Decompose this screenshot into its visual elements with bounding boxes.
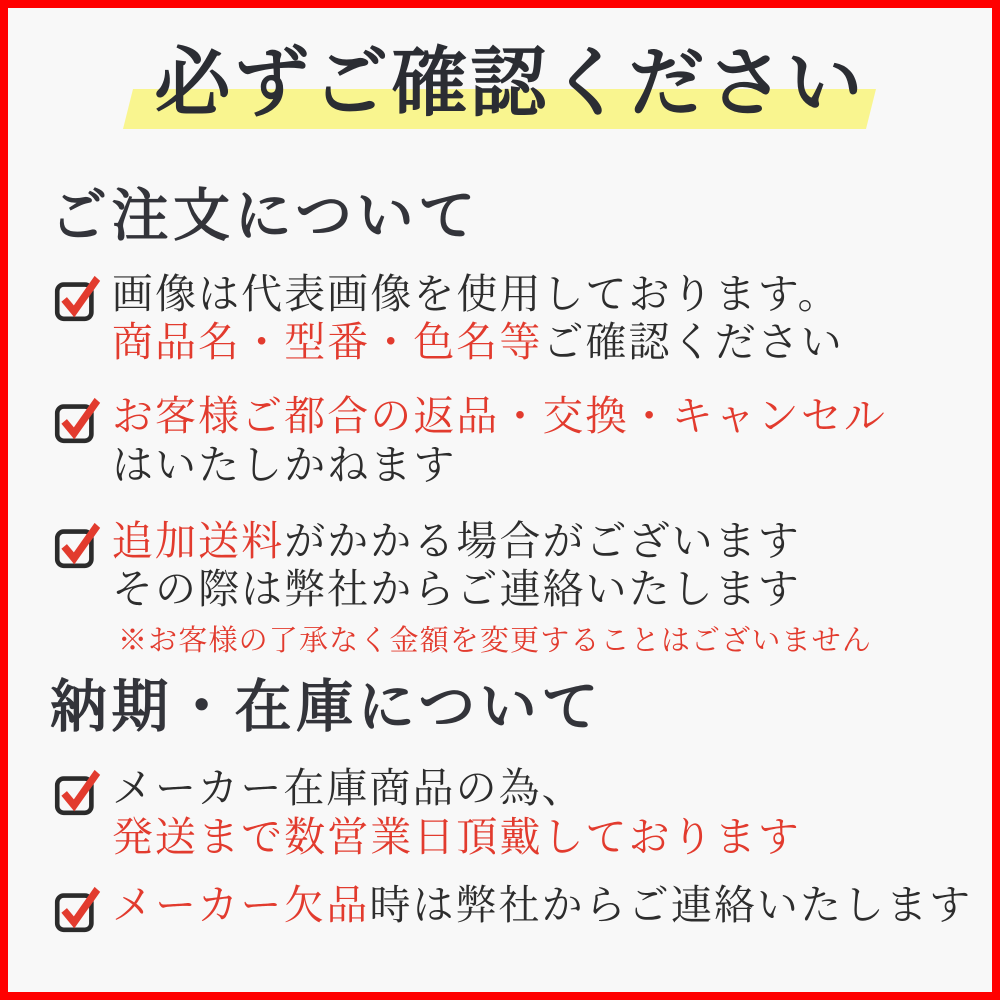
text-segment: メーカー在庫商品の為、	[112, 765, 585, 812]
text-segment-red: 発送まで数営業日頂戴しております	[112, 813, 801, 860]
checklist-item	[54, 517, 970, 658]
checkbox-icon	[54, 272, 102, 324]
item-note-line	[118, 624, 872, 658]
text-segment: 時は弊社からご連絡いたします	[369, 882, 973, 929]
title-row	[50, 42, 970, 127]
section-heading-stock: 納期・在庫について	[50, 675, 603, 739]
text-segment-red: ※お客様の了承なく金額を変更することはございません	[118, 624, 873, 657]
text-segment-red: 追加送料	[112, 518, 285, 564]
text-segment-red: メーカー欠品	[112, 882, 370, 929]
checklist-item	[54, 881, 973, 935]
item-line	[112, 881, 972, 929]
text-segment: がかかる場合がございます	[284, 518, 801, 564]
item-text	[112, 392, 887, 489]
item-text	[112, 270, 844, 367]
checklist-item	[54, 392, 970, 489]
checklist-item	[54, 764, 970, 861]
checkbox-icon	[54, 394, 102, 446]
checklist-item	[54, 270, 970, 367]
text-segment-red: 商品名・型番・色名等	[112, 318, 543, 365]
item-text	[112, 881, 972, 929]
text-segment: 画像は代表画像を使用しております。	[112, 270, 841, 317]
page-title	[154, 42, 865, 127]
text-segment: ご確認ください	[542, 318, 844, 365]
text-segment-red: お客様ご都合の返品・交換・キャンセル	[112, 393, 887, 440]
item-line	[112, 764, 801, 812]
item-line	[112, 565, 872, 613]
item-line	[112, 392, 887, 440]
checkbox-icon	[54, 519, 102, 571]
item-line	[112, 318, 844, 366]
text-segment: その際は弊社からご連絡いたします	[112, 566, 801, 613]
item-line	[112, 517, 872, 565]
section-heading-orders: ご注文について	[50, 185, 480, 249]
item-text	[112, 517, 872, 658]
item-line	[112, 813, 801, 861]
checkbox-icon	[54, 766, 102, 818]
checkbox-icon	[54, 883, 102, 935]
item-line	[112, 441, 887, 489]
item-text	[112, 764, 801, 861]
text-segment: はいたしかねます	[112, 441, 457, 488]
page-title-text: 必ずご確認ください	[154, 42, 866, 126]
item-line	[112, 270, 844, 318]
